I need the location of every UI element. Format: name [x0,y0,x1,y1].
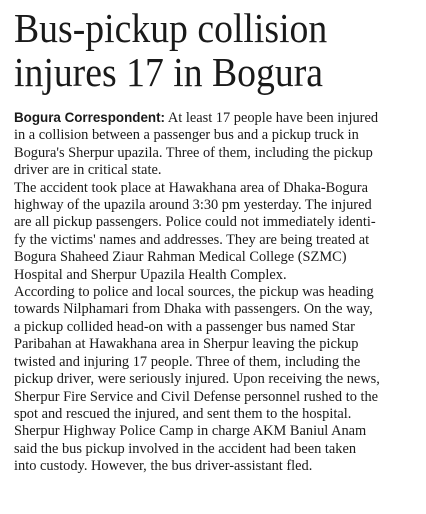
body-line: pickup driver, were seriously injured. Upon receiving the news, [14,371,380,388]
body-line: Hospital and Sherpur Upazila Health Complex. [14,266,287,283]
body-line: Paribahan at Hawakhana area in Sherpur leaving the pickup [14,336,359,353]
body-line: The accident took place at Hawakhana area of Dhaka-Bogura [14,179,368,196]
body-line: highway of the upazila around 3:30 pm yesterday. The injured [14,197,372,214]
body-line: said the bus pickup involved in the accident had been taken [14,440,357,457]
body-line: fy the victims' names and addresses. They are being treated at [14,231,370,248]
body-line-text: At least 17 people have been injured [165,110,379,126]
paragraph-3 [14,284,414,423]
body-line: a pickup collided head-on with a passenger bus named Star [14,318,355,335]
paragraph-2 [14,180,414,284]
body-line: Sherpur Highway Police Camp in charge AKM Baniul Anam [14,423,367,440]
paragraph-4 [14,423,414,475]
body-line: Bogura Shaheed Ziaur Rahman Medical College (SZMC) [14,249,347,266]
body-line: in a collision between a passenger bus and a pickup truck in [14,127,359,144]
body-line: driver are in critical state. [14,162,162,179]
article-body [14,109,414,476]
body-line: are all pickup passengers. Police could not immediately identi- [14,214,376,231]
body-line: spot and rescued the injured, and sent them to the hospital. [14,405,352,422]
body-line: Bogura's Sherpur upazila. Three of them, including the pickup [14,144,373,161]
body-line: twisted and injuring 17 people. Three of them, including the [14,353,361,370]
body-line [14,109,414,127]
byline: Bogura Correspondent: [14,110,166,125]
headline-line-2: injures 17 in Bogura [14,49,324,95]
headline-line-1: Bus-pickup collision [14,5,328,51]
headline [14,6,410,94]
body-line: According to police and local sources, the pickup was heading [14,284,374,301]
body-line: Sherpur Fire Service and Civil Defense personnel rushed to the [14,388,379,405]
paragraph-1 [14,109,414,180]
body-line: towards Nilphamari from Dhaka with passengers. On the way, [14,301,373,318]
body-line: into custody. However, the bus driver-assistant fled. [14,458,313,475]
